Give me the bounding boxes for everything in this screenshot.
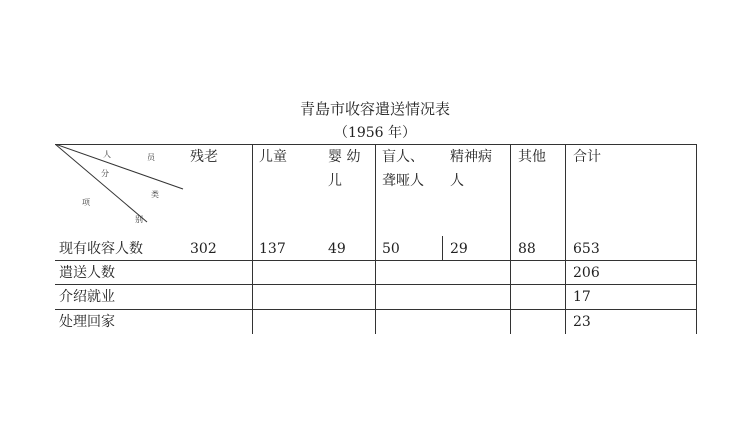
table-cell: 29 xyxy=(450,241,468,257)
row-label: 现有收容人数 xyxy=(59,241,143,257)
table-subtitle: （1956 年） xyxy=(333,125,417,141)
column-divider xyxy=(442,236,443,260)
column-divider xyxy=(252,144,253,334)
column-divider xyxy=(696,144,697,334)
row-label: 遣送人数 xyxy=(59,265,115,281)
column-header: 人 xyxy=(450,173,464,189)
column-divider xyxy=(510,144,511,334)
row-label: 介绍就业 xyxy=(59,289,115,305)
column-header: 婴 幼 xyxy=(328,149,361,165)
row-label: 处理回家 xyxy=(59,314,115,330)
column-divider xyxy=(375,144,376,334)
row-divider xyxy=(55,309,697,310)
corner-text: 员 xyxy=(147,153,155,162)
column-divider xyxy=(565,144,566,334)
column-header: 聋哑人 xyxy=(382,173,424,189)
table-cell: 23 xyxy=(573,314,591,330)
column-header: 儿 xyxy=(328,173,342,189)
column-header: 精神病 xyxy=(450,149,492,165)
table-cell: 17 xyxy=(573,289,591,305)
table-cell: 137 xyxy=(259,241,286,257)
corner-text: 人 xyxy=(103,150,111,159)
column-header: 儿童 xyxy=(259,149,287,165)
table-cell: 49 xyxy=(328,241,346,257)
diagonal-header-lines xyxy=(55,144,195,224)
corner-text: 项 xyxy=(82,198,90,207)
table-cell: 302 xyxy=(190,241,217,257)
corner-text: 分 xyxy=(101,169,109,178)
row-divider xyxy=(55,260,697,261)
column-header: 合计 xyxy=(573,149,601,165)
table-cell: 206 xyxy=(573,265,600,281)
corner-text: 类 xyxy=(151,190,159,199)
table-title: 青島市收容遣送情况表 xyxy=(299,100,450,118)
statistics-table xyxy=(55,144,697,334)
table-cell: 653 xyxy=(573,241,600,257)
row-divider xyxy=(55,284,697,285)
column-header: 残老 xyxy=(190,149,218,165)
column-header: 盲人、 xyxy=(382,149,424,165)
table-cell: 50 xyxy=(382,241,400,257)
column-header: 其他 xyxy=(518,149,546,165)
corner-text: 别 xyxy=(135,215,143,224)
table-cell: 88 xyxy=(518,241,536,257)
